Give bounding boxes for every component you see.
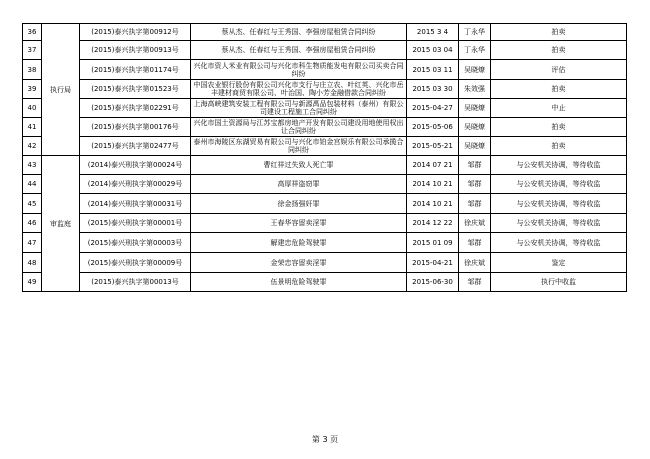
filing-date: 2014 10 21 (407, 175, 459, 194)
case-parties: 解建忠危险驾驶罪 (191, 233, 407, 253)
case-number: (2015)泰兴执字第01523号 (80, 80, 191, 99)
handler: 邹群 (459, 273, 491, 292)
case-number: (2014)泰兴刑执字第00024号 (80, 156, 191, 175)
filing-date: 2015 3 4 (407, 24, 459, 41)
case-status: 与公安机关协调，等待收监 (491, 175, 627, 194)
row-number: 42 (23, 137, 42, 156)
handler: 邹群 (459, 156, 491, 175)
filing-date: 2014 12 22 (407, 214, 459, 233)
filing-date: 2015 03 11 (407, 60, 459, 80)
case-number: (2014)泰兴刑执字第00029号 (80, 175, 191, 194)
row-number: 44 (23, 175, 42, 194)
handler: 吴晓燎 (459, 99, 491, 118)
handler: 邹群 (459, 233, 491, 253)
case-number: (2015)泰兴刑执字第00009号 (80, 253, 191, 273)
case-status: 鉴定 (491, 253, 627, 273)
table-row (23, 156, 627, 175)
case-status: 拍卖 (491, 118, 627, 137)
row-number: 36 (23, 24, 42, 41)
handler: 邹群 (459, 194, 491, 214)
table-row (23, 118, 627, 137)
case-number: (2015)泰兴执字第00013号 (80, 273, 191, 292)
case-status: 与公安机关协调，等待收监 (491, 233, 627, 253)
handler: 徐庆斌 (459, 214, 491, 233)
case-parties: 蔡从杰、任春红与王秀国、李强房屋租赁合同纠纷 (191, 24, 407, 41)
filing-date: 2015-04-21 (407, 253, 459, 273)
case-parties: 曹红祥过失致人死亡罪 (191, 156, 407, 175)
table-row (23, 194, 627, 214)
row-number: 38 (23, 60, 42, 80)
case-parties: 高厚祥盗窃罪 (191, 175, 407, 194)
row-number: 40 (23, 99, 42, 118)
table-row (23, 175, 627, 194)
case-status: 与公安机关协调，等待收监 (491, 194, 627, 214)
table-row (23, 80, 627, 99)
table-row (23, 41, 627, 60)
row-number: 41 (23, 118, 42, 137)
case-number: (2015)泰兴执字第01174号 (80, 60, 191, 80)
table-row (23, 233, 627, 253)
handler: 徐庆斌 (459, 253, 491, 273)
case-table-body (23, 24, 627, 292)
filing-date: 2015-04-27 (407, 99, 459, 118)
case-parties: 上海高峡建筑安装工程有限公司与新源禹品包装材料（泰州）有限公司建设工程施工合同纠纷 (191, 99, 407, 118)
filing-date: 2015 01 09 (407, 233, 459, 253)
handler: 丁永华 (459, 24, 491, 41)
case-status: 中止 (491, 99, 627, 118)
table-row (23, 99, 627, 118)
case-status: 拍卖 (491, 137, 627, 156)
case-number: (2015)泰兴刑执字第00001号 (80, 214, 191, 233)
case-parties: 蔡从杰、任春红与王秀国、李强房屋租赁合同纠纷 (191, 41, 407, 60)
handler: 吴晓燎 (459, 118, 491, 137)
handler: 吴晓燎 (459, 60, 491, 80)
case-parties: 金荣忠容留卖淫罪 (191, 253, 407, 273)
case-status: 与公安机关协调，等待收监 (491, 214, 627, 233)
row-number: 37 (23, 41, 42, 60)
case-parties: 伍景明危险驾驶罪 (191, 273, 407, 292)
case-parties: 中国农业银行股份有限公司兴化市支行与庄立农、叶红英、兴化市岳丰建材商贸有限公司、叶治国、陶小芳金融借款合同纠纷 (191, 80, 407, 99)
filing-date: 2014 10 21 (407, 194, 459, 214)
handler: 丁永华 (459, 41, 491, 60)
case-status: 拍卖 (491, 24, 627, 41)
page-number: 第 3 页 (311, 435, 339, 444)
row-number: 48 (23, 253, 42, 273)
case-parties: 泰州市海陵区东湖贸易有限公司与兴化市铂金宫娱乐有限公司承揽合同纠纷 (191, 137, 407, 156)
department-cell: 执行局 (42, 24, 80, 156)
row-number: 43 (23, 156, 42, 175)
case-status: 与公安机关协调，等待收监 (491, 156, 627, 175)
table-row (23, 24, 627, 41)
case-parties: 兴化市国土资源局与江苏宝都房地产开发有限公司建设用地使用权出让合同纠纷 (191, 118, 407, 137)
filing-date: 2014 07 21 (407, 156, 459, 175)
case-number: (2015)泰兴执字第02291号 (80, 99, 191, 118)
row-number: 47 (23, 233, 42, 253)
table-row (23, 273, 627, 292)
filing-date: 2015-06-30 (407, 273, 459, 292)
filing-date: 2015-05-06 (407, 118, 459, 137)
case-number: (2015)泰兴刑执字第00003号 (80, 233, 191, 253)
case-number: (2015)泰兴执字第00912号 (80, 24, 191, 41)
case-status: 拍卖 (491, 41, 627, 60)
handler: 吴晓燎 (459, 137, 491, 156)
case-parties: 王春华容留卖淫罪 (191, 214, 407, 233)
filing-date: 2015 03 04 (407, 41, 459, 60)
filing-date: 2015-05-21 (407, 137, 459, 156)
row-number: 39 (23, 80, 42, 99)
table-row (23, 253, 627, 273)
case-number: (2015)泰兴执字第00176号 (80, 118, 191, 137)
case-parties: 兴化市资人米业有限公司与兴化市科生物质能发电有限公司买卖合同纠纷 (191, 60, 407, 80)
case-status: 拍卖 (491, 80, 627, 99)
row-number: 45 (23, 194, 42, 214)
row-number: 46 (23, 214, 42, 233)
row-number: 49 (23, 273, 42, 292)
handler: 朱效强 (459, 80, 491, 99)
case-parties: 徐金扬强奸罪 (191, 194, 407, 214)
filing-date: 2015 03 30 (407, 80, 459, 99)
case-number: (2015)泰兴执字第00913号 (80, 41, 191, 60)
case-status: 评估 (491, 60, 627, 80)
case-number: (2014)泰兴刑执字第00031号 (80, 194, 191, 214)
case-status: 执行中收监 (491, 273, 627, 292)
table-row (23, 137, 627, 156)
table-row (23, 60, 627, 80)
department-cell: 审监庭 (42, 156, 80, 292)
table-row (23, 214, 627, 233)
case-table (22, 23, 627, 292)
case-number: (2015)泰兴执字第02477号 (80, 137, 191, 156)
handler: 邹群 (459, 175, 491, 194)
